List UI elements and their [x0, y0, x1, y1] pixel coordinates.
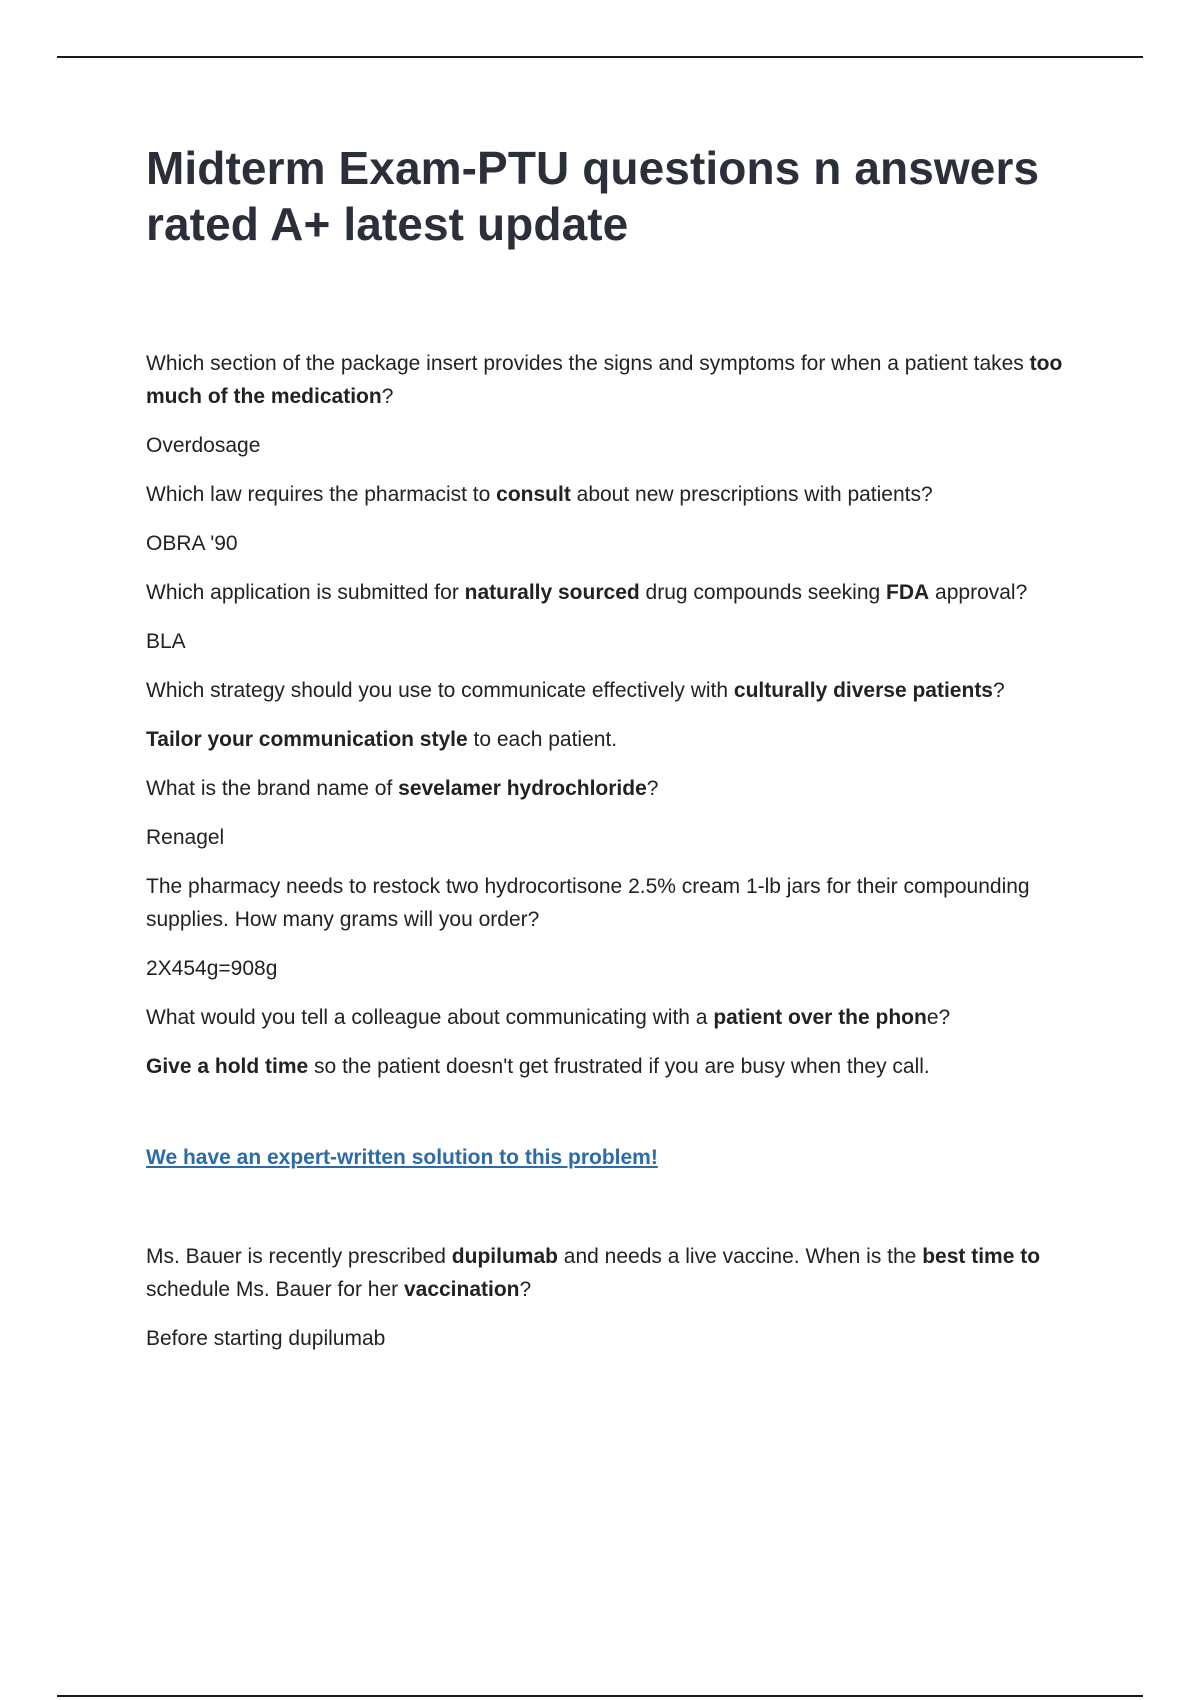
- text-span: BLA: [146, 630, 186, 653]
- qa-list-after: [146, 1240, 1091, 1355]
- question-text: [146, 870, 1091, 936]
- text-span: and needs a live vaccine. When is the: [557, 1245, 923, 1268]
- text-span: about new prescriptions with patients?: [570, 483, 933, 506]
- text-span: drug compounds seeking: [639, 581, 887, 604]
- question-text: [146, 576, 1091, 609]
- text-span: The pharmacy needs to restock two hydrocortisone 2.5% cream 1-lb jars for their compounding supplies. How many grams will you order?: [146, 875, 1030, 931]
- document-title: Midterm Exam-PTU questions n answers rated A+ latest update: [146, 142, 1040, 250]
- question-text: [146, 772, 1091, 805]
- solution-link[interactable]: We have an expert-written solution to this problem!: [146, 1146, 658, 1169]
- bold-span: patient over the phon: [713, 1006, 927, 1029]
- top-rule: [57, 56, 1143, 58]
- bottom-rule: [57, 1695, 1143, 1697]
- bold-span: consult: [496, 483, 571, 506]
- answer-text: [146, 625, 1091, 658]
- text-span: Before starting dupilumab: [146, 1327, 386, 1350]
- bold-span: dupilumab: [451, 1245, 558, 1268]
- question-text: [146, 478, 1091, 511]
- answer-text: [146, 1050, 1091, 1083]
- text-span: Ms. Bauer is recently prescribed: [146, 1245, 452, 1268]
- text-span: Which law requires the pharmacist to: [146, 483, 497, 506]
- answer-text: [146, 952, 1091, 985]
- question-text: [146, 1001, 1091, 1034]
- solution-link-block: [146, 1141, 1091, 1174]
- answer-text: [146, 1322, 1091, 1355]
- text-span: approval?: [929, 581, 1028, 604]
- document-body: [146, 140, 1091, 1371]
- text-span: e?: [926, 1006, 951, 1029]
- answer-text: [146, 527, 1091, 560]
- answer-text: [146, 821, 1091, 854]
- answer-text: [146, 429, 1091, 462]
- text-span: ?: [993, 679, 1005, 702]
- answer-text: [146, 723, 1091, 756]
- text-span: OBRA '90: [146, 532, 238, 555]
- text-span: What would you tell a colleague about communicating with a: [146, 1006, 714, 1029]
- question-text: [146, 347, 1091, 413]
- bold-span: too much of the medication: [146, 352, 1063, 408]
- bold-span: sevelamer hydrochloride: [398, 777, 647, 800]
- text-span: ?: [646, 777, 659, 800]
- text-span: Which application is submitted for: [146, 581, 465, 604]
- text-span: ?: [381, 385, 394, 408]
- text-span: What is the brand name of: [146, 777, 399, 800]
- text-span: to each patient.: [467, 728, 618, 751]
- text-span: schedule Ms. Bauer for her: [146, 1278, 404, 1301]
- bold-span: Give a hold time: [146, 1055, 309, 1078]
- bold-span: best time to: [922, 1245, 1041, 1268]
- text-span: Which section of the package insert provides the signs and symptoms for when a patient takes: [146, 352, 1030, 375]
- bold-span: culturally diverse patients: [733, 679, 993, 702]
- bold-span: naturally sourced: [464, 581, 640, 604]
- text-span: 2X454g=908g: [146, 957, 278, 980]
- question-text: [146, 1240, 1091, 1306]
- bold-span: vaccination: [403, 1278, 520, 1301]
- text-span: Renagel: [146, 826, 225, 849]
- text-span: Which strategy should you use to communicate effectively with: [146, 679, 734, 702]
- question-text: [146, 674, 1091, 707]
- qa-list: [146, 347, 1091, 1083]
- text-span: so the patient doesn't get frustrated if you are busy when they call.: [308, 1055, 930, 1078]
- text-span: Overdosage: [146, 434, 261, 457]
- text-span: ?: [519, 1278, 532, 1301]
- bold-span: Tailor your communication style: [146, 728, 468, 751]
- bold-span: FDA: [886, 581, 930, 604]
